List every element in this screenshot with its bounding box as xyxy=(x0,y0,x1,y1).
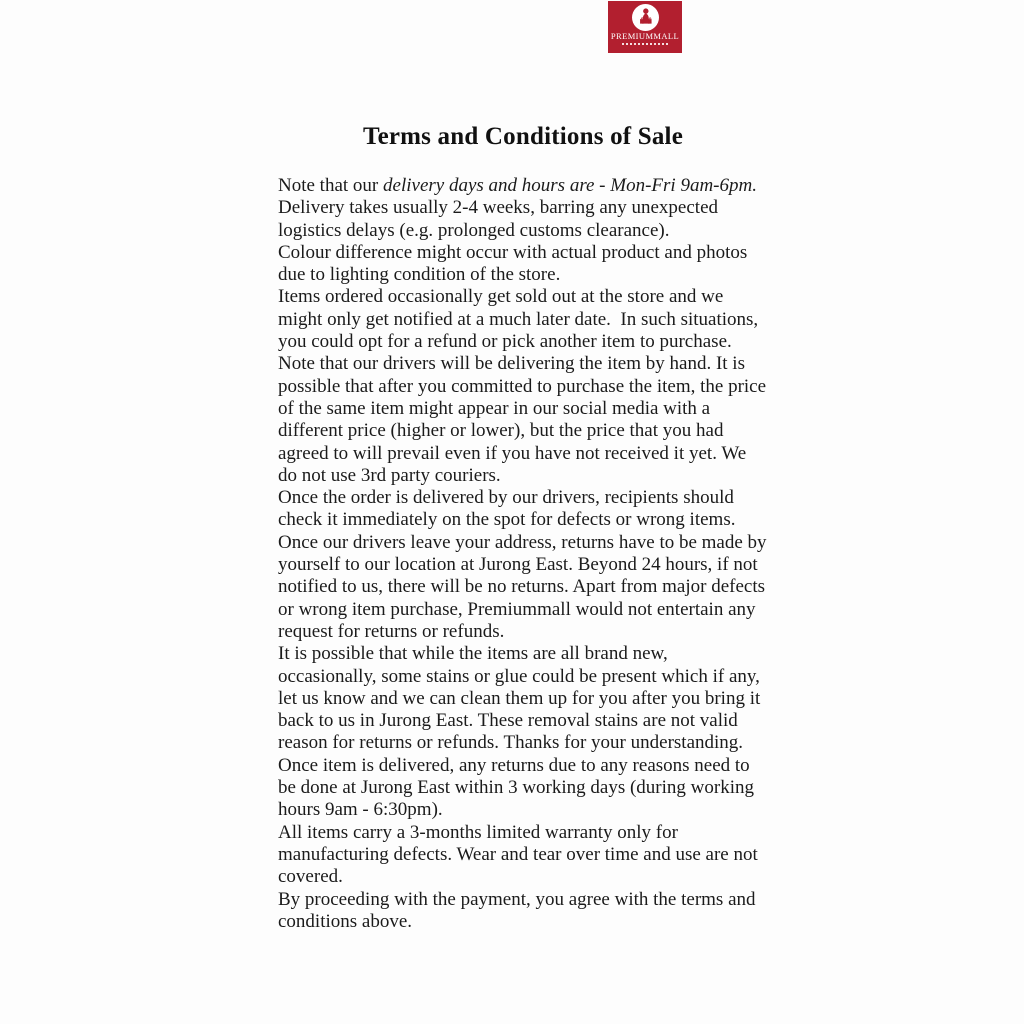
intro-normal-text: Note that our xyxy=(278,175,384,196)
paragraph: It is possible that while the items are all brand new, occasionally, some stains or glue could be present which if any, let us know and we can clean them up for you after you bring it back to us in Jurong East. These removal stains are not valid reason for returns or refunds. Thanks for your understanding. xyxy=(278,643,765,754)
paragraph: Items ordered occasionally get sold out at the store and we might only get notified at a much later date. In such situations, you could opt for a refund or pick another item to purchase. xyxy=(278,286,763,353)
terms-body xyxy=(278,175,772,933)
paragraph-list xyxy=(278,197,772,933)
paragraph: Delivery takes usually 2-4 weeks, barring any unexpected logistics delays (e.g. prolonged customs clearance). xyxy=(278,197,723,241)
paragraph: Once the order is delivered by our drivers, recipients should check it immediately on the spot for defects or wrong items. Once our drivers leave your address, returns have to be made by yourself to our location at Jurong East. Beyond 24 hours, if not notified to us, there will be no returns. Apart from major defects or wrong item purchase, Premiummall would not entertain any request for returns or refunds. xyxy=(278,487,772,642)
paragraph-delivery-hours xyxy=(278,175,768,197)
premiummall-logo xyxy=(608,1,682,53)
logo-brand-text: PREMIUMMALL xyxy=(610,31,680,41)
logo-tagline-line xyxy=(622,43,668,45)
paragraph: Once item is delivered, any returns due to any reasons need to be done at Jurong East within 3 working days (during working hours 9am - 6:30pm). xyxy=(278,754,759,821)
page-title: Terms and Conditions of Sale xyxy=(362,123,684,150)
paragraph: All items carry a 3-months limited warranty only for manufacturing defects. Wear and tear over time and use are not covered. xyxy=(278,821,763,888)
paragraph: By proceeding with the payment, you agree with the terms and conditions above. xyxy=(278,888,761,932)
paragraph: Note that our drivers will be delivering the item by hand. It is possible that after you committed to purchase the item, the price of the same item might appear in our social media with a different price (higher or lower), but the price that you had agreed to will prevail even if you have not received it yet. We do not use 3rd party couriers. xyxy=(278,353,771,486)
paragraph: Colour difference might occur with actual product and photos due to lighting condition of the store. xyxy=(278,241,752,286)
intro-italic-text: delivery days and hours are - Mon-Fri 9am-6pm. xyxy=(383,175,757,196)
lady-with-shopping-bags-icon xyxy=(632,4,659,31)
terms-document xyxy=(278,123,772,933)
